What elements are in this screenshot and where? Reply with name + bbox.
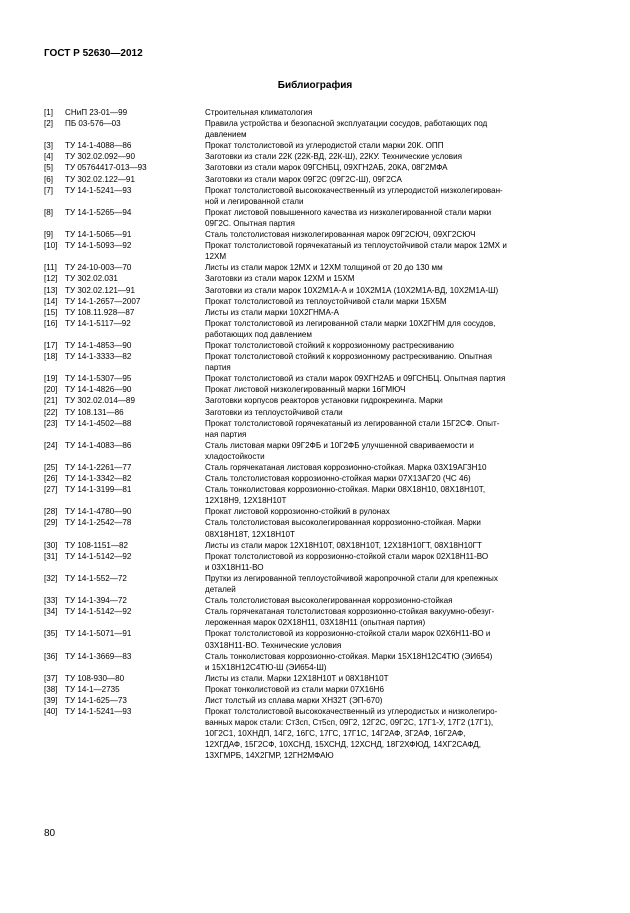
entry-document-code: ТУ 14-1-5142—92 bbox=[65, 551, 132, 561]
entry-description-line: Прокат толстолистовой высококачественный из углеродистых и низколегиро- bbox=[205, 707, 498, 717]
entry-description bbox=[205, 185, 586, 207]
entry-description-line: работающих под давлением bbox=[205, 329, 312, 339]
entry-description bbox=[205, 473, 586, 484]
entry-description bbox=[205, 673, 586, 684]
entry-description-line: и 15Х18Н12С4ТЮ-Ш (ЭИ654-Ш) bbox=[205, 662, 327, 672]
bibliography-entry bbox=[44, 395, 586, 406]
entry-description bbox=[205, 296, 586, 307]
entry-document-code: ТУ 14-1-2542—78 bbox=[65, 518, 132, 528]
entry-description-line: Сталь листовая марки 09Г2ФБ и 10Г2ФБ улучшенной свариваемости и bbox=[205, 440, 474, 450]
entry-description bbox=[205, 318, 586, 340]
entry-description-line: Сталь толстолистовая высоколегированная коррозионно-стойкая bbox=[205, 596, 453, 606]
entry-number: [39] bbox=[44, 695, 58, 705]
entry-description-line: Заготовки из стали марок 12ХМ и 15ХМ bbox=[205, 274, 355, 284]
entry-description-line: Листы из стали марок 12МХ и 12ХМ толщиной от 20 до 130 мм bbox=[205, 263, 443, 273]
entry-description-line: Прутки из легированной теплоустойчивой жаропрочной стали для крепежных bbox=[205, 573, 498, 583]
entry-document-code: ТУ 14-1-5241—93 bbox=[65, 185, 132, 195]
entry-number: [33] bbox=[44, 596, 58, 606]
bibliography-entry bbox=[44, 418, 586, 440]
entry-description-line: Заготовки из теплоустойчивой стали bbox=[205, 407, 343, 417]
entry-number: [15] bbox=[44, 307, 58, 317]
entry-description-line: Сталь тонколистовая коррозионно-стойкая. Марки 08Х18Н10, 08Х18Н10Т, bbox=[205, 485, 486, 495]
entry-number: [13] bbox=[44, 285, 58, 295]
entry-description-line: Прокат толстолистовой горячекатаный из теплоустойчивой стали марок 12МХ и bbox=[205, 241, 507, 251]
entry-document-code: ТУ 14-1-4088—86 bbox=[65, 141, 132, 151]
entry-number: [34] bbox=[44, 607, 58, 617]
bibliography-entry bbox=[44, 606, 586, 628]
entry-document-code: ТУ 24-10-003—70 bbox=[65, 263, 132, 273]
entry-description-line: Сталь толстолистовая низколегированная марок 09Г2СЮЧ, 09ХГ2СЮЧ bbox=[205, 230, 476, 240]
entry-number: [27] bbox=[44, 485, 58, 495]
bibliography-entry bbox=[44, 107, 586, 118]
entry-number: [30] bbox=[44, 540, 58, 550]
entry-description bbox=[205, 162, 586, 173]
entry-document-code: ТУ 302.02.121—91 bbox=[65, 285, 135, 295]
bibliography-entry bbox=[44, 118, 586, 140]
bibliography-entry bbox=[44, 540, 586, 551]
entry-number: [1] bbox=[44, 108, 53, 117]
bibliography-entry bbox=[44, 473, 586, 484]
entry-document-code: ТУ 14-1-3669—83 bbox=[65, 651, 132, 661]
bibliography-entry bbox=[44, 296, 586, 307]
entry-description bbox=[205, 118, 586, 140]
entry-description-line: лероженная марок 02Х18Н11, 03Х18Н11 (опытная партия) bbox=[205, 618, 426, 628]
entry-description-line: партия bbox=[205, 363, 231, 373]
entry-description bbox=[205, 706, 586, 761]
entry-description-line: Листы из стали марки 10Х2ГНМА-А bbox=[205, 307, 340, 317]
entry-number: [7] bbox=[44, 185, 53, 195]
entry-description bbox=[205, 395, 586, 406]
bibliography-entry bbox=[44, 506, 586, 517]
entry-description-line: Прокат тонколистовой из стали марки 07Х16Н6 bbox=[205, 684, 385, 694]
page-number: 80 bbox=[44, 828, 56, 839]
bibliography-entry bbox=[44, 351, 586, 373]
entry-description bbox=[205, 273, 586, 284]
entry-document-code: ТУ 108.131—86 bbox=[65, 407, 124, 417]
entry-document-code: ТУ 14-1-4826—90 bbox=[65, 385, 132, 395]
entry-number: [16] bbox=[44, 318, 58, 328]
entry-number: [18] bbox=[44, 352, 58, 362]
entry-number: [6] bbox=[44, 174, 53, 184]
entry-description bbox=[205, 573, 586, 595]
entry-document-code: ТУ 108-930—80 bbox=[65, 673, 125, 683]
entry-number: [8] bbox=[44, 207, 53, 217]
entry-description-line: давлением bbox=[205, 130, 247, 140]
bibliography-entry bbox=[44, 240, 586, 262]
bibliography-entry bbox=[44, 162, 586, 173]
entry-description-line: Прокат листовой коррозионно-стойкий в рулонах bbox=[205, 507, 390, 517]
entry-number: [5] bbox=[44, 163, 53, 173]
entry-number: [9] bbox=[44, 230, 53, 240]
entry-description bbox=[205, 107, 586, 118]
entry-document-code: ТУ 14-1-552—72 bbox=[65, 573, 127, 583]
entry-description-line: Заготовки из стали марок 10Х2М1А-А и 10Х2М1А (10Х2М1А-ВД, 10Х2М1А-Ш) bbox=[205, 285, 499, 295]
standard-header: ГОСТ Р 52630—2012 bbox=[44, 48, 143, 59]
entry-description-line: Прокат толстолистовой горячекатаный из легированной стали 15Г2СФ. Опыт- bbox=[205, 418, 500, 428]
entry-description bbox=[205, 407, 586, 418]
entry-number: [17] bbox=[44, 340, 58, 350]
bibliography-entry bbox=[44, 273, 586, 284]
entry-description bbox=[205, 462, 586, 473]
bibliography-entry bbox=[44, 695, 586, 706]
entry-description-line: 03Х18Н11-ВО. Технические условия bbox=[205, 640, 342, 650]
entry-number: [12] bbox=[44, 274, 58, 284]
entry-number: [24] bbox=[44, 440, 58, 450]
entry-document-code: ТУ 302.02.092—90 bbox=[65, 152, 135, 162]
entry-document-code: ТУ 14-1-2261—77 bbox=[65, 463, 132, 472]
entry-description bbox=[205, 651, 586, 673]
entry-description-line: Прокат толстолистовой из углеродистой стали марки 20К. ОПП bbox=[205, 141, 444, 151]
entry-description-line: и 03Х18Н11-ВО bbox=[205, 562, 264, 572]
entry-document-code: ТУ 14-1-5142—92 bbox=[65, 607, 132, 617]
entry-number: [19] bbox=[44, 374, 58, 384]
entry-description-line: Прокат листовой повышенного качества из низколегированной стали марки bbox=[205, 207, 492, 217]
entry-description-line: Заготовки корпусов реакторов установки гидрокрекинга. Марки bbox=[205, 396, 443, 406]
entry-number: [10] bbox=[44, 241, 58, 251]
entry-description-line: Листы из стали. Марки 12Х18Н10Т и 08Х18Н10Т bbox=[205, 673, 389, 683]
entry-description bbox=[205, 340, 586, 351]
entry-description-line: Прокат толстолистовой стойкий к коррозионному растрескиванию bbox=[205, 340, 454, 350]
entry-description-line: Заготовки из стали марок 09ГСНБЦ, 09ХГН2АБ, 20КА, 08Г2МФА bbox=[205, 163, 448, 173]
bibliography-entry bbox=[44, 407, 586, 418]
entry-document-code: СНиП 23-01—99 bbox=[65, 108, 128, 117]
entry-document-code: ТУ 14-1-5093—92 bbox=[65, 241, 132, 251]
entry-description-line: ная партия bbox=[205, 429, 247, 439]
entry-document-code: ТУ 14-1-625—73 bbox=[65, 695, 127, 705]
entry-number: [23] bbox=[44, 418, 58, 428]
entry-description bbox=[205, 440, 586, 462]
bibliography-entry bbox=[44, 262, 586, 273]
entry-document-code: ТУ 302.02.031 bbox=[65, 274, 118, 284]
bibliography-title: Библиография bbox=[277, 80, 353, 91]
entry-description-line: Прокат толстолистовой из стали марок 09ХГН2АБ и 09ГСНБЦ. Опытная партия bbox=[205, 374, 506, 384]
entry-document-code: ТУ 14-1-4502—88 bbox=[65, 418, 132, 428]
entry-description bbox=[205, 140, 586, 151]
entry-description bbox=[205, 262, 586, 273]
entry-number: [32] bbox=[44, 573, 58, 583]
entry-description bbox=[205, 285, 586, 296]
entry-document-code: ТУ 14-1-3342—82 bbox=[65, 474, 132, 484]
entry-document-code: ТУ 14-1-4083—86 bbox=[65, 440, 132, 450]
entry-description bbox=[205, 628, 586, 650]
entry-description-line: Сталь толстолистовая коррозионно-стойкая марки 07Х13АГ20 (ЧС 46) bbox=[205, 474, 471, 484]
entry-document-code: ТУ 14-1-394—72 bbox=[65, 596, 127, 606]
bibliography-entry bbox=[44, 651, 586, 673]
entry-number: [22] bbox=[44, 407, 58, 417]
entry-description-line: Прокат листовой низколегированный марки 16ГМЮЧ bbox=[205, 385, 406, 395]
entry-document-code: ТУ 14-1-5071—91 bbox=[65, 629, 132, 639]
entry-number: [3] bbox=[44, 141, 53, 151]
bibliography-entry bbox=[44, 229, 586, 240]
entry-description bbox=[205, 484, 586, 506]
bibliography-entry bbox=[44, 140, 586, 151]
entry-description-line: Правила устройства и безопасной эксплуатации сосудов, работающих под bbox=[205, 119, 488, 129]
entry-description-line: Сталь тонколистовая коррозионно-стойкая. Марки 15Х18Н12С4ТЮ (ЭИ654) bbox=[205, 651, 493, 661]
entry-document-code: ТУ 14-1-3199—81 bbox=[65, 485, 132, 495]
bibliography-entry bbox=[44, 185, 586, 207]
entry-description bbox=[205, 151, 586, 162]
entry-number: [31] bbox=[44, 551, 58, 561]
entry-description-line: хладостойкости bbox=[205, 451, 265, 461]
entry-description-line: Сталь горячекатаная толстолистовая коррозионно-стойкая вакуумно-обезуг- bbox=[205, 607, 495, 617]
entry-description-line: 09Г2С. Опытная партия bbox=[205, 218, 295, 228]
entry-number: [4] bbox=[44, 152, 53, 162]
entry-number: [25] bbox=[44, 463, 58, 472]
entry-document-code: ТУ 14-1-5241—93 bbox=[65, 707, 132, 717]
bibliography-entry bbox=[44, 285, 586, 296]
entry-number: [40] bbox=[44, 707, 58, 717]
entry-number: [29] bbox=[44, 518, 58, 528]
entry-description bbox=[205, 174, 586, 185]
entry-description bbox=[205, 384, 586, 395]
bibliography-entry bbox=[44, 628, 586, 650]
entry-document-code: ТУ 14-1-5265—94 bbox=[65, 207, 132, 217]
entry-number: [28] bbox=[44, 507, 58, 517]
entry-number: [26] bbox=[44, 474, 58, 484]
entry-description-line: Сталь толстолистовая высоколегированная коррозионно-стойкая. Марки bbox=[205, 518, 481, 528]
entry-description bbox=[205, 351, 586, 373]
entry-document-code: ТУ 302.02.014—89 bbox=[65, 396, 135, 406]
entry-number: [11] bbox=[44, 263, 57, 273]
bibliography-entry bbox=[44, 484, 586, 506]
bibliography-entry bbox=[44, 462, 586, 473]
entry-document-code: ПБ 03-576—03 bbox=[65, 119, 121, 129]
entry-description-line: Прокат толстолистовой из коррозионно-стойкой стали марок 02Х6Н11-ВО и bbox=[205, 629, 491, 639]
entry-description bbox=[205, 240, 586, 262]
bibliography-entry bbox=[44, 440, 586, 462]
entry-document-code: ТУ 14-1-5117—92 bbox=[65, 318, 131, 328]
bibliography-entry bbox=[44, 595, 586, 606]
entry-description-line: 12ХМ bbox=[205, 252, 227, 262]
entry-number: [20] bbox=[44, 385, 58, 395]
entry-document-code: ТУ 14-1-2657—2007 bbox=[65, 296, 141, 306]
entry-description-line: Прокат толстолистовой из легированной стали марки 10Х2ГНМ для сосудов, bbox=[205, 318, 496, 328]
entry-number: [2] bbox=[44, 119, 53, 129]
entry-number: [35] bbox=[44, 629, 58, 639]
entry-description bbox=[205, 695, 586, 706]
entry-description bbox=[205, 595, 586, 606]
entry-document-code: ТУ 108-1151—82 bbox=[65, 540, 129, 550]
entry-description bbox=[205, 606, 586, 628]
bibliography-entry bbox=[44, 706, 586, 761]
entry-description bbox=[205, 551, 586, 573]
entry-description-line: Листы из стали марок 12Х18Н10Т, 08Х18Н10Т, 12Х18Н10ГТ, 08Х18Н10ГТ bbox=[205, 540, 482, 550]
entry-number: [14] bbox=[44, 296, 58, 306]
entry-description-line: Прокат толстолистовой из коррозионно-стойкой стали марок 02Х18Н11-ВО bbox=[205, 551, 489, 561]
entry-description-line: Прокат толстолистовой стойкий к коррозионному растрескиванию. Опытная bbox=[205, 352, 493, 362]
bibliography-entry bbox=[44, 340, 586, 351]
entry-description-line: ванных марок стали: Ст3сп, Ст5сп, 09Г2, 12Г2С, 09Г2С, 17Г1-У, 17Г2 (17Г1), bbox=[205, 718, 494, 728]
entry-description bbox=[205, 418, 586, 440]
entry-description-line: Заготовки из стали марок 09Г2С (09Г2С-Ш), 09Г2СА bbox=[205, 174, 402, 184]
entry-description-line: Строительная климатология bbox=[205, 108, 313, 117]
entry-document-code: ТУ 14-1-4853—90 bbox=[65, 340, 132, 350]
entry-description bbox=[205, 517, 586, 539]
entry-number: [21] bbox=[44, 396, 58, 406]
entry-number: [37] bbox=[44, 673, 58, 683]
entry-description-line: Прокат толстолистовой высококачественный из углеродистой низколегирован- bbox=[205, 185, 503, 195]
entry-description-line: 10Г2С1, 10ХНДП, 14Г2, 16ГС, 17ГС, 17Г1С, 14Г2АФ, 3Г2АФ, 16Г2АФ, bbox=[205, 729, 466, 739]
bibliography-entry bbox=[44, 517, 586, 539]
entry-description bbox=[205, 373, 586, 384]
entry-description-line: 13ХГМРБ, 14Х2ГМР, 12ГН2МФАЮ bbox=[205, 751, 334, 761]
entry-description-line: Сталь горячекатаная листовая коррозионно-стойкая. Марка 03Х19АГ3Н10 bbox=[205, 463, 487, 472]
entry-document-code: ТУ 14-1-5307—95 bbox=[65, 374, 132, 384]
bibliography-entry bbox=[44, 207, 586, 229]
bibliography-entry bbox=[44, 373, 586, 384]
bibliography-entry bbox=[44, 673, 586, 684]
entry-document-code: ТУ 108.11.928—87 bbox=[65, 307, 135, 317]
bibliography-entry bbox=[44, 318, 586, 340]
entry-description bbox=[205, 506, 586, 517]
bibliography-list bbox=[44, 107, 586, 762]
bibliography-entry bbox=[44, 307, 586, 318]
entry-description bbox=[205, 229, 586, 240]
entry-description-line: Лист толстый из сплава марки ХН32Т (ЭП-670) bbox=[205, 695, 383, 705]
entry-description-line: 12ХГДАФ, 15Г2СФ, 10ХСНД, 15ХСНД, 12ХСНД, 18Г2ХФЮД, 14ХГ2САФД, bbox=[205, 740, 481, 750]
bibliography-entry bbox=[44, 151, 586, 162]
entry-document-code: ТУ 302.02.122—91 bbox=[65, 174, 135, 184]
entry-document-code: ТУ 14-1-3333—82 bbox=[65, 352, 132, 362]
entry-document-code: ТУ 14-1-4780—90 bbox=[65, 507, 132, 517]
bibliography-entry bbox=[44, 384, 586, 395]
entry-description-line: деталей bbox=[205, 585, 236, 595]
entry-number: [36] bbox=[44, 651, 58, 661]
entry-description bbox=[205, 207, 586, 229]
entry-document-code: ТУ 14-1—2735 bbox=[65, 684, 120, 694]
entry-number: [38] bbox=[44, 684, 58, 694]
entry-description bbox=[205, 307, 586, 318]
entry-document-code: ТУ 05764417-013—93 bbox=[65, 163, 147, 173]
entry-description-line: 08Х18Н18Т, 12Х18Н10Т bbox=[205, 529, 295, 539]
entry-description-line: Заготовки из стали 22К (22К-ВД, 22К-Ш), 22КУ. Технические условия bbox=[205, 152, 462, 162]
bibliography-entry bbox=[44, 174, 586, 185]
entry-document-code: ТУ 14-1-5065—91 bbox=[65, 230, 132, 240]
bibliography-entry bbox=[44, 684, 586, 695]
entry-description bbox=[205, 684, 586, 695]
entry-description-line: Прокат толстолистовой из теплоустойчивой стали марки 15Х5М bbox=[205, 296, 447, 306]
bibliography-entry bbox=[44, 573, 586, 595]
entry-description bbox=[205, 540, 586, 551]
entry-description-line: ной и легированной стали bbox=[205, 196, 304, 206]
entry-description-line: 12Х18Н9, 12Х18Н10Т bbox=[205, 496, 287, 506]
bibliography-entry bbox=[44, 551, 586, 573]
